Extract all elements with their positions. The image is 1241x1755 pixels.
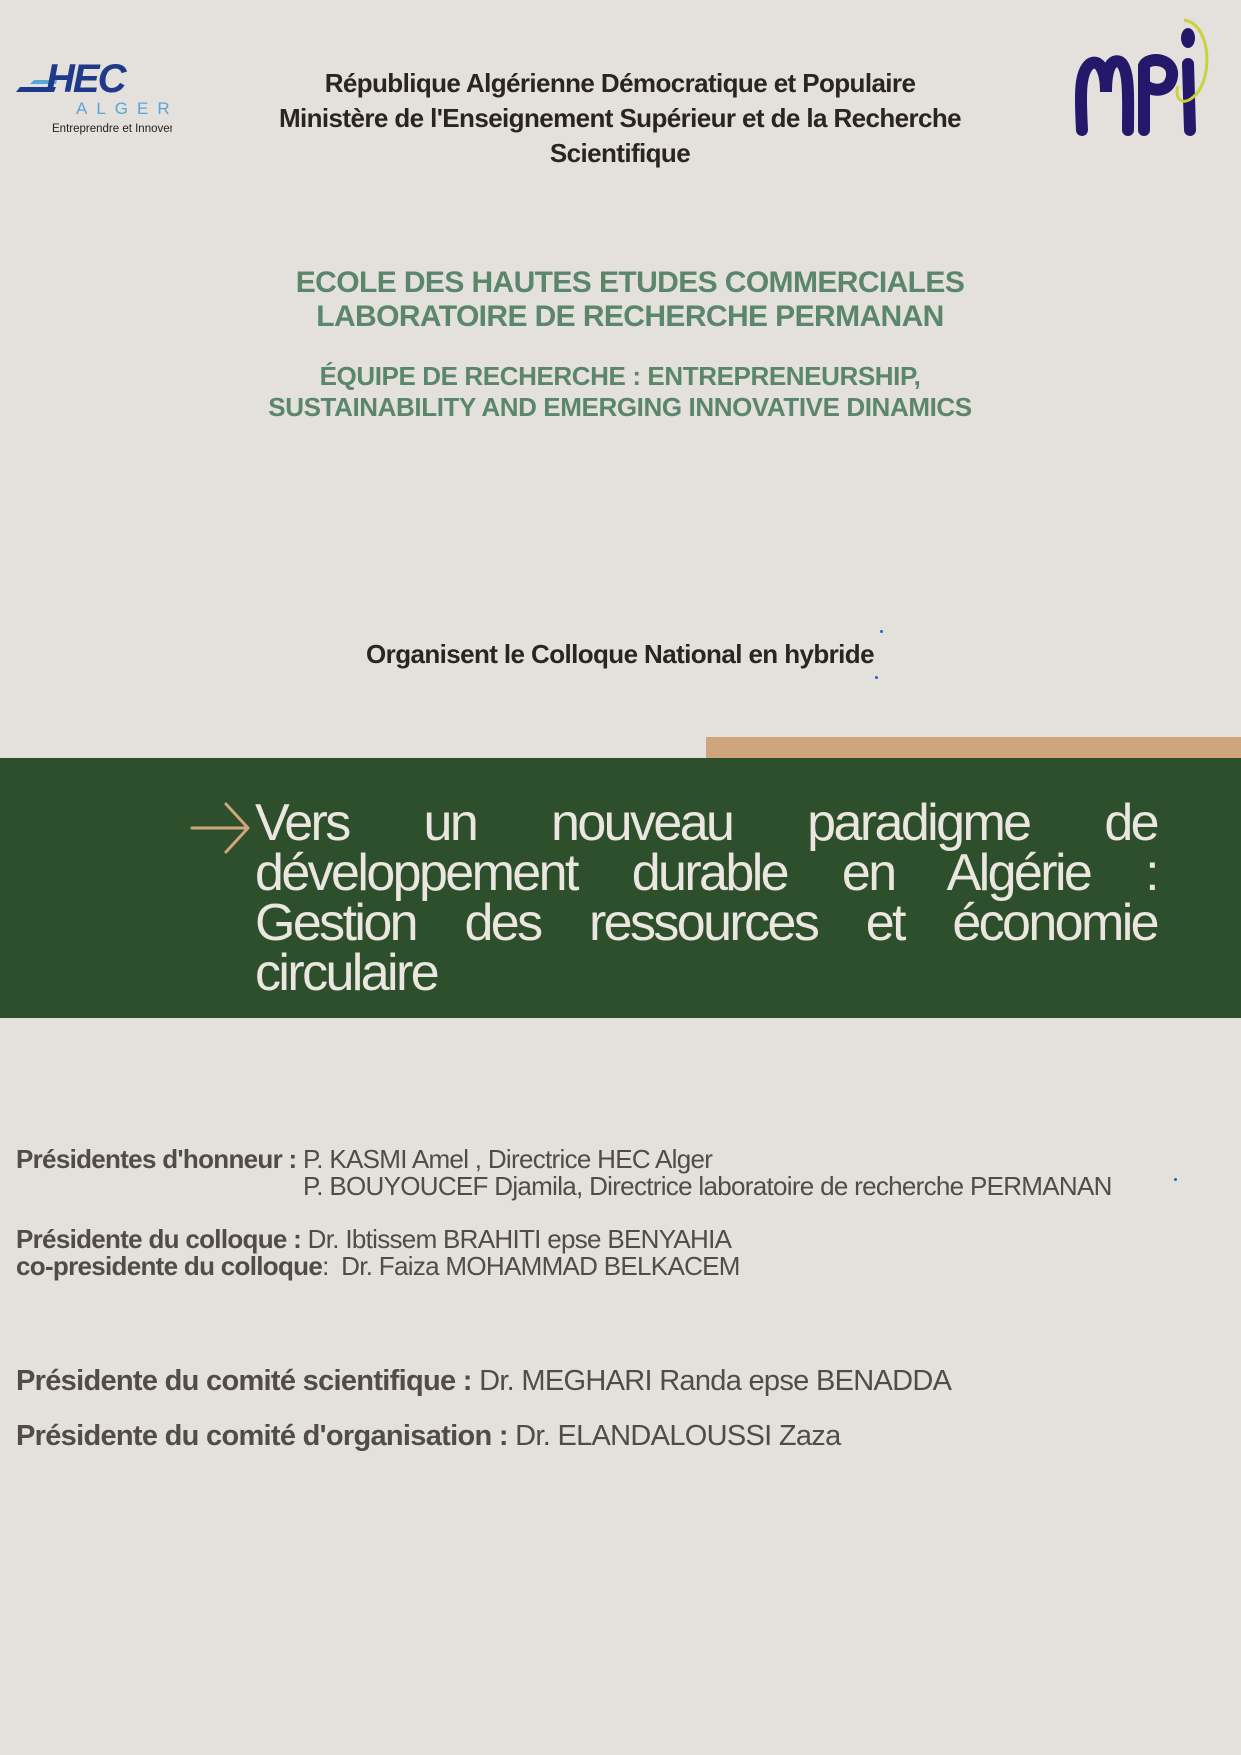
colloquium-presidents [16, 1226, 1226, 1280]
hec-alger-logo [16, 56, 172, 138]
header-ministry-cont: Scientifique [549, 138, 691, 168]
copresident-role: co-presidente du colloque [16, 1251, 323, 1281]
colloquium-title: Vers un nouveau paradigme de développement durable en Algérie : Gestion des ressources et économie circulaire [255, 794, 1157, 1002]
president-role: Présidente du colloque : [16, 1224, 302, 1254]
team-line-1: ÉQUIPE DE RECHERCHE : ENTREPRENEURSHIP, [319, 361, 921, 391]
honour-name-2: P. BOUYOUCEF Djamila, Directrice laboratoire de recherche PERMANAN [303, 1171, 1112, 1201]
stray-dot [880, 630, 883, 633]
research-team [180, 361, 1060, 423]
honour-name-1: P. KASMI Amel , Directrice HEC Alger [303, 1144, 713, 1174]
copresident-name: Dr. Faiza MOHAMMAD BELKACEM [341, 1251, 740, 1281]
hec-tagline: Entreprendre et Innover [52, 123, 172, 135]
institution-lab: LABORATOIRE DE RECHERCHE PERMANAN [316, 300, 944, 333]
stray-dot [1174, 1178, 1177, 1181]
scientific-committee [16, 1365, 1226, 1397]
scientific-name: Dr. MEGHARI Randa epse BENADDA [479, 1365, 952, 1397]
honour-role: Présidentes d'honneur : [16, 1144, 297, 1174]
stray-dot [875, 676, 878, 679]
copresident-sep: : [322, 1251, 329, 1281]
scientific-role: Présidente du comité scientifique : [16, 1365, 472, 1397]
organise-announcement: Organisent le Colloque National en hybride [366, 639, 874, 669]
hec-wordmark: HEC [46, 57, 125, 101]
organisation-name: Dr. ELANDALOUSSI Zaza [515, 1420, 841, 1452]
honour-presidents [16, 1146, 1226, 1200]
institution-name [180, 266, 1080, 334]
header-republic: République Algérienne Démocratique et Populaire [324, 68, 916, 98]
institution-school: ECOLE DES HAUTES ETUDES COMMERCIALES [295, 266, 965, 299]
mpi-logo [1074, 12, 1214, 136]
organisation-committee [16, 1420, 1226, 1452]
team-line-2: SUSTAINABILITY AND EMERGING INNOVATIVE DINAMICS [268, 392, 972, 422]
hec-city: ALGER [76, 99, 172, 118]
arrow-right-icon [190, 800, 252, 856]
organisation-role: Présidente du comité d'organisation : [16, 1420, 508, 1452]
header-ministry: Ministère de l'Enseignement Supérieur et de la Recherche [278, 103, 962, 133]
president-name: Dr. Ibtissem BRAHITI epse BENYAHIA [307, 1224, 732, 1254]
government-header [240, 66, 1000, 171]
